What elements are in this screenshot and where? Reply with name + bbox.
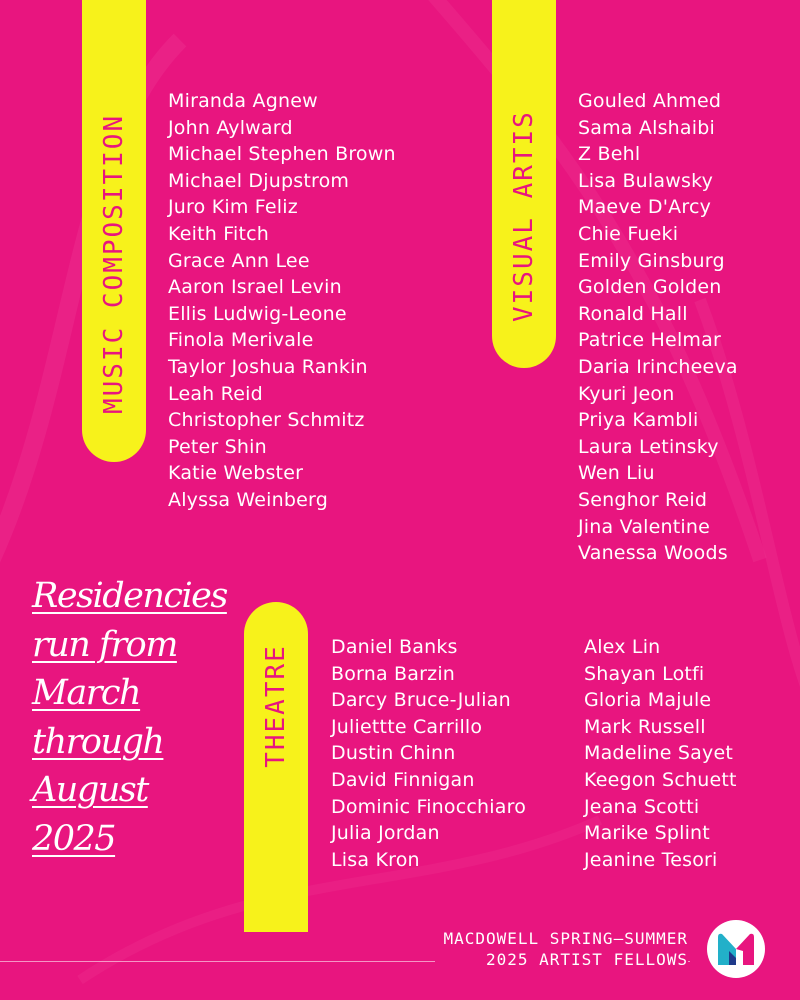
theatre-fellow-name: Jeana Scotti [584, 795, 700, 818]
music-fellow-name: Grace Ann Lee [168, 249, 310, 272]
visual-fellow-name: Kyuri Jeon [578, 382, 675, 405]
music-fellow-name: Juro Kim Feliz [168, 196, 298, 219]
visual-fellow-name: Emily Ginsburg [578, 249, 725, 272]
theatre-fellow-name: Julia Jordan [331, 822, 440, 845]
theatre-fellow-name: Dustin Chinn [331, 742, 456, 765]
visual-fellow-name: Vanessa Woods [578, 542, 728, 565]
music-fellow-name: Peter Shin [168, 435, 267, 458]
footer-line-2: 2025 ARTIST FELLOWS [485, 950, 688, 969]
visual-fellow-name: Daria Irincheeva [578, 355, 738, 378]
theatre-fellow-name: Alex Lin [584, 636, 661, 658]
music-fellow-name: Keith Fitch [168, 222, 269, 245]
macdowell-logo [707, 920, 765, 978]
visual-fellow-name: Priya Kambli [578, 409, 699, 432]
footer-line-1: MACDOWELL SPRING—SUMMER [443, 929, 688, 948]
music-fellow-name: Leah Reid [168, 382, 263, 405]
residency-line: March [32, 673, 141, 713]
visual-fellow-name: Ronald Hall [578, 302, 688, 325]
music-fellow-name: Finola Merivale [168, 329, 314, 352]
theatre-fellow-name: Mark Russell [584, 715, 706, 738]
theatre-label: THEATRE [261, 644, 291, 768]
residency-line: August [32, 770, 148, 810]
theatre-fellow-name: Juliettte Carrillo [331, 715, 483, 738]
theatre-fellow-name: Lisa Kron [331, 848, 420, 871]
residency-line: 2025 [32, 818, 116, 859]
music-fellow-name: Miranda Agnew [168, 90, 318, 112]
theatre-fellow-name: Gloria Majule [584, 689, 712, 712]
music-fellow-name: Michael Djupstrom [168, 169, 350, 192]
theatre-fellow-name: Madeline Sayet [584, 742, 734, 765]
visual-fellow-name: Wen Liu [578, 462, 655, 485]
residency-line: run from [32, 624, 177, 665]
residency-line: through [32, 721, 164, 762]
music-fellow-name: Ellis Ludwig-Leone [168, 302, 347, 325]
visual-fellow-name: Laura Letinsky [578, 435, 719, 458]
visual-arts-label: VISUAL ARTIS [509, 110, 539, 322]
theatre-fellow-name: Dominic Finocchiaro [331, 795, 527, 818]
music-fellow-name: Alyssa Weinberg [168, 488, 328, 511]
visual-fellow-name: Maeve D'Arcy [578, 196, 712, 219]
theatre-fellow-name: Darcy Bruce-Julian [331, 689, 511, 712]
visual-fellow-name: Senghor Reid [578, 488, 708, 511]
visual-fellow-name: Lisa Bulawsky [578, 169, 714, 192]
theatre-fellow-name: Keegon Schuett [584, 768, 737, 791]
residency-line: Residencies [32, 576, 227, 616]
music-fellow-name: Aaron Israel Levin [168, 276, 342, 299]
theatre-fellow-name: Shayan Lotfi [584, 662, 705, 685]
music-fellow-name: Christopher Schmitz [168, 409, 365, 432]
music-fellow-name: John Aylward [168, 116, 293, 139]
residency-dates-statement [32, 572, 232, 863]
music-fellow-name: Katie Webster [168, 462, 304, 485]
visual-fellow-name: Chie Fueki [578, 222, 679, 245]
theatre-fellow-name: Daniel Banks [331, 636, 458, 658]
visual-arts-names [578, 88, 738, 567]
visual-fellow-name: Z Behl [578, 143, 641, 166]
visual-fellow-name: Sama Alshaibi [578, 116, 715, 139]
theatre-fellow-name: David Finnigan [331, 768, 475, 791]
visual-fellow-name: Jina Valentine [578, 515, 711, 538]
theatre-fellow-name: Jeanine Tesori [584, 848, 718, 871]
music-fellow-name: Michael Stephen Brown [168, 143, 396, 166]
footer-title [435, 928, 688, 970]
theatre-fellow-name: Borna Barzin [331, 662, 456, 685]
theatre-names-column-1 [331, 634, 526, 873]
macdowell-m-logo-icon [716, 931, 756, 967]
visual-fellow-name: Patrice Helmar [578, 329, 721, 352]
music-fellow-name: Taylor Joshua Rankin [168, 355, 368, 378]
music-composition-label: MUSIC COMPOSITION [99, 113, 129, 414]
theatre-fellow-name: Marike Splint [584, 822, 710, 845]
visual-fellow-name: Golden Golden [578, 276, 722, 299]
music-composition-names [168, 88, 396, 514]
visual-fellow-name: Gouled Ahmed [578, 90, 722, 112]
theatre-names-column-2 [584, 634, 737, 873]
